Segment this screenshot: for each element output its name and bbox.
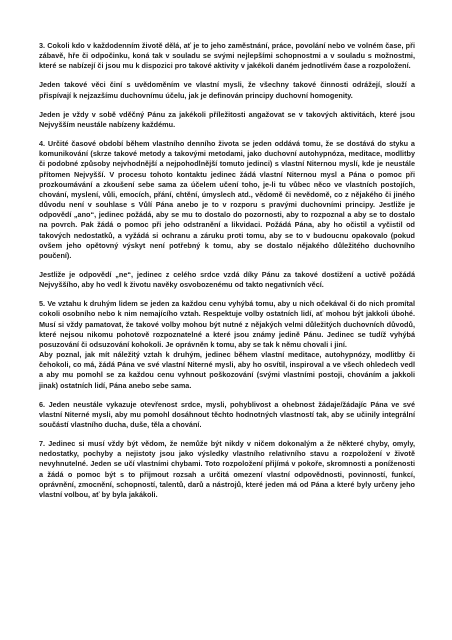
paragraph-7: 7. Jedinec si musí vždy být vědom, že nemůže být nikdy v ničem dokonalým a že některé chyby, omyly, nedostatky, pochyby a nejistoty jsou jako výsledky vlastního relativního stavu a rozpoložení v životě nevyhnutelné. Jeden se učí vlastními chybami. Toto rozpoložení přijímá v pokoře, skromnosti a poníženosti a žádá o pomoc být s to přijmout rozsah a určitá omezení vlastní odpovědnosti, povinností, funkcí, oprávnění, zmocnění, schopností, talentů, darů a nástrojů, které jeden má od Pána a které byly určeny jeho vlastní volbou, ať by byla jakákoli. (39, 439, 415, 499)
paragraph-3-continuation-1: Jeden takové věci činí s uvědoměním ve vlastní mysli, že všechny takové činnosti odrážejí, slouží a přispívají k nejzazšímu duchovnímu účelu, jak je definován principy duchovní homogenity. (39, 80, 415, 100)
paragraph-3-continuation-2: Jeden je vždy v sobě vděčný Pánu za jakékoli příležitosti angažovat se v takových aktivitách, které jsou Nejvyšším neustále nabízeny každému. (39, 109, 415, 129)
paragraph-4: 4. Určité časové období během vlastního denního života se jeden oddává tomu, že se dostává do styku a komunikování (skrze takové metody a takovými metodami, jako duchovní autohypnóza, meditace, modlitby či podobné způsoby nejvhodnější a nejpohodlnější tomuto jedinci) s vlastní Niternou myslí, kde je neustále přítomen Nejvyšší. V procesu tohoto kontaktu jedinec žádá vlastní Niternou mysl a Pána o pomoc při prozkoumávání a zkoušení sebe sama za účelem učení toho, je-li tu vůbec něco ve vlastních postojích, chování, myslení, vůli, emocích, přání, chtění, úmyslech atd., vědomě či nevědomě, co z nějakého či jiného důvodu není v souhlase s Vůlí Pána anebo je to v rozporu s pravými duchovními principy. Jestliže je odpovědí „ano“, jedinec požádá, aby se mu to dostalo do pozornosti, aby to rozpoznal a aby se to dostalo na povrch. Pak žádá o pomoc při jeho odstranění a likvidaci. Požádá Pána, aby ho očistil a vyčistil od takových nedostatků, a vyžádá si ochranu a záruku proti tomu, aby se to v budoucnu opakovalo (pokud ovšem jeho opětovný výskyt není potřebný k tomu, aby se dostalo nějakého důležitého duchovního poučení). (39, 139, 415, 260)
paragraph-6: 6. Jeden neustále vykazuje otevřenost srdce, mysli, pohyblivost a ohebnost žádaje/žádajíc Pána ve své vlastní Niterné mysli, aby mu pomohl dosáhnout těchto hodnotných vlastností tak, aby se učinily integrální součástí vlastního ducha, duše, těla a chování. (39, 399, 415, 429)
paragraph-5: 5. Ve vztahu k druhým lidem se jeden za každou cenu vyhýbá tomu, aby u nich očekával či do nich promítal cokoli osobního nebo k nim nemajícího vztah. Respektuje volby ostatních lidí, ať mohou být jakkoli úbohé. Musí si vždy pamatovat, že takové volby mohou být nutné z nějakých velmi důležitých duchovních důvodů, které nejsou nikomu pohotově rozpoznatelné a které jsou známy jedině Pánu. Jedinec se tudíž vyhýbá posuzování či odsuzování kohokoli. Je oprávněn k tomu, aby se tak k němu chovali i jiní. Aby poznal, jak mít náležitý vztah k druhým, jedinec během vlastní meditace, autohypnózy, modlitby či čehokoli, co má, žádá Pána ve své vlastní Niterné mysli, aby ho osvítil, inspiroval a ve všech ohledech vedl a aby mu pomohl se za každou cenu vyhnout poškozování (svými vlastními postoji, chováním a jakkoli jinak) ostatních lidí, Pána anebo sebe sama. (39, 299, 415, 390)
paragraph-3: 3. Cokoli kdo v každodenním životě dělá, ať je to jeho zaměstnání, práce, povolání nebo ve volném čase, při zábavě, hře či odpočinku, koná tak v souladu se svými nejlepšími schopnostmi a v souladu s možnostmi, které se nabízejí či jsou mu k dispozici pro takové aktivity v jakékoli daném jednotlivém čase a rozpoložení. (39, 41, 415, 71)
paragraph-4-continuation: Jestliže je odpovědí „ne“, jedinec z celého srdce vzdá díky Pánu za takové dostižení a uctivě požádá Nejvyššího, aby ho vedl k životu navěky osvobozenému od takto negativních věcí. (39, 269, 415, 290)
